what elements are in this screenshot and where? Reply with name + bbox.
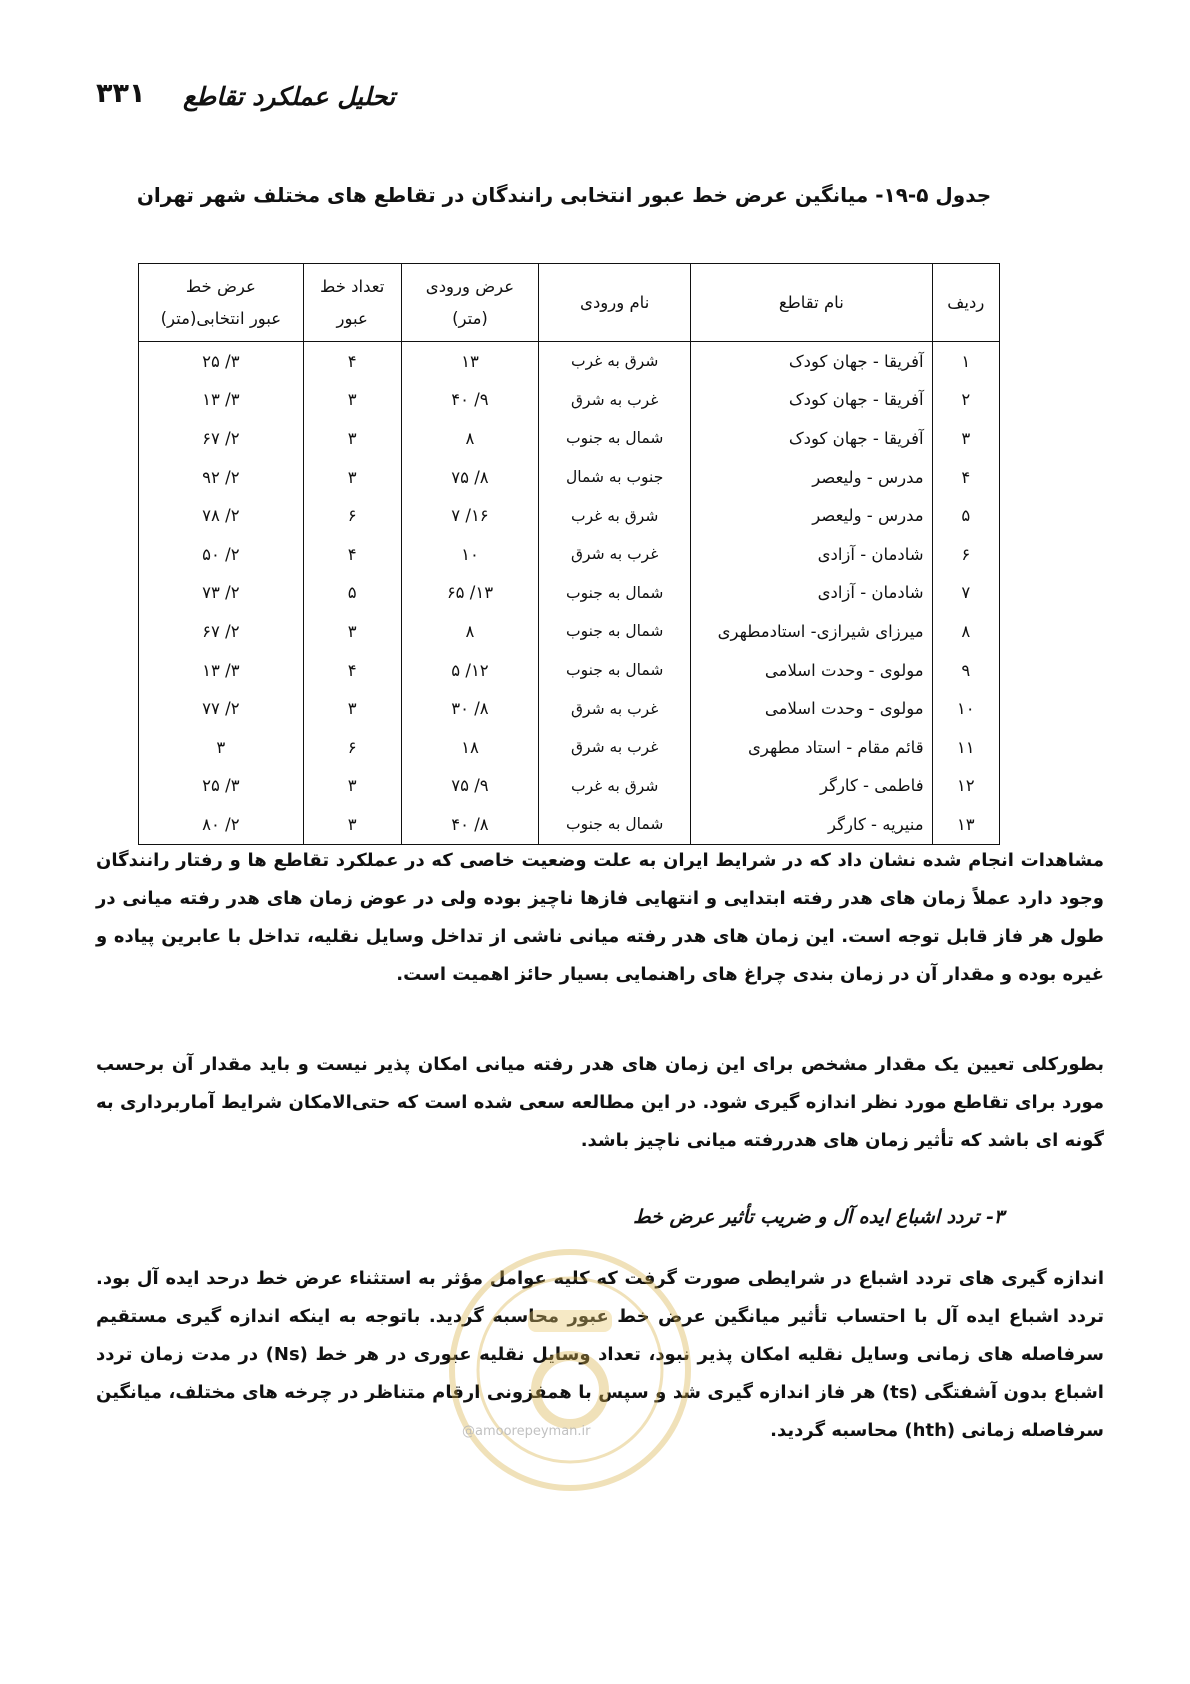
table-row [139,535,1000,574]
cell-radif: ۷ [932,574,999,613]
cell-entry-width: ۸ [401,612,539,651]
cell-entry-width: ۱۳ [401,342,539,381]
cell-intersection: قائم مقام - استاد مطهری [691,728,933,767]
cell-lane-count: ۴ [303,651,401,690]
cell-lane-count: ۶ [303,728,401,767]
cell-radif: ۵ [932,496,999,535]
data-table [138,263,1000,845]
cell-lane-count: ۳ [303,612,401,651]
table-row [139,381,1000,420]
cell-intersection: مولوی - وحدت اسلامی [691,651,933,690]
cell-intersection: آفریقا - جهان کودک [691,419,933,458]
cell-entry: جنوب به شمال [539,458,691,497]
cell-radif: ۱۱ [932,728,999,767]
cell-entry-width: ۹/ ۴۰ [401,381,539,420]
cell-entry: شمال به جنوب [539,805,691,844]
cell-radif: ۶ [932,535,999,574]
cell-radif: ۱ [932,342,999,381]
cell-selected-width: ۲/ ۷۸ [139,496,304,535]
cell-radif: ۲ [932,381,999,420]
cell-entry: شمال به جنوب [539,419,691,458]
cell-radif: ۱۰ [932,689,999,728]
table-row [139,458,1000,497]
cell-entry-width: ۸ [401,419,539,458]
header-entry: نام ورودی [539,264,691,342]
cell-entry: غرب به شرق [539,689,691,728]
cell-lane-count: ۳ [303,381,401,420]
cell-selected-width: ۲/ ۶۷ [139,419,304,458]
paragraph-measurement: بطورکلی تعیین یک مقدار مشخص برای این زمان های هدر رفته میانی امکان پذیر نیست و باید مقدار آن برحسب مورد برای تقاطع مورد نظر اندازه گیری شود. در این مطالعه سعی شده است که حتی‌الامکان شرایط آماربرداری به گونه ای باشد که تأثیر زمان های هدررفته میانی ناچیز باشد. [96,1054,1104,1151]
cell-lane-count: ۴ [303,342,401,381]
header-selected-lane-width: عرض خط عبور انتخابی(متر) [139,264,304,342]
cell-entry: شرق به غرب [539,496,691,535]
table-row [139,419,1000,458]
table-row [139,612,1000,651]
cell-intersection: شادمان - آزادی [691,574,933,613]
cell-entry: شمال به جنوب [539,651,691,690]
cell-radif: ۱۳ [932,805,999,844]
cell-selected-width: ۳ [139,728,304,767]
cell-entry: شمال به جنوب [539,612,691,651]
cell-radif: ۴ [932,458,999,497]
cell-intersection: آفریقا - جهان کودک [691,342,933,381]
header-intersection: نام تقاطع [691,264,933,342]
cell-selected-width: ۲/ ۷۳ [139,574,304,613]
header-entry-width: عرض ورودی (متر) [401,264,539,342]
cell-entry-width: ۱۶/ ۷ [401,496,539,535]
cell-radif: ۳ [932,419,999,458]
cell-intersection: شادمان - آزادی [691,535,933,574]
cell-entry-width: ۱۰ [401,535,539,574]
table-row [139,574,1000,613]
cell-entry-width: ۱۳/ ۶۵ [401,574,539,613]
section-heading: ۳- تردد اشباع ایده آل و ضریب تأثیر عرض خط [633,1206,1004,1228]
header-lane-count: تعداد خط عبور [303,264,401,342]
table-row [139,651,1000,690]
cell-lane-count: ۴ [303,535,401,574]
cell-selected-width: ۲/ ۵۰ [139,535,304,574]
cell-entry-width: ۸/ ۷۵ [401,458,539,497]
cell-radif: ۱۲ [932,767,999,806]
cell-entry: شرق به غرب [539,767,691,806]
cell-lane-count: ۳ [303,767,401,806]
paragraph-saturation-flow: اندازه گیری های تردد اشباع در شرایطی صورت گرفت که کلیه عوامل مؤثر به استثناء عرض خط درحد ایده آل بود. تردد اشباع ایده آل با احتساب تأثیر میانگین عرض خط عبور محاسبه گردید. باتوجه به اینکه اندازه گیری مستقیم سرفاصله های زمانی وسایل نقلیه امکان پذیر نبود، تعداد وسایل نقلیه عبوری در هر خط (Ns) در مدت زمان تردد اشباع بدون آشفتگی (ts) هر فاز اندازه گیری شد و سپس با همفزونی ارقام متناظر در چرخه های مختلف، میانگین سرفاصله زمانی (hth) محاسبه گردید. [96,1268,1104,1441]
table-body [139,342,1000,845]
cell-intersection: میرزای شیرازی- استادمطهری [691,612,933,651]
table-row [139,728,1000,767]
cell-entry: غرب به شرق [539,728,691,767]
table-row [139,496,1000,535]
cell-lane-count: ۳ [303,805,401,844]
paragraph-wasted-time: مشاهدات انجام شده نشان داد که در شرایط ایران به علت وضعیت خاصی که در عملکرد تقاطع ها و رفتار رانندگان وجود دارد عملاً زمان های هدر رفته ابتدایی و انتهایی فازها ناچیز بوده ولی در عوض زمان های هدر رفته میانی در طول هر فاز قابل توجه است. این زمان های هدر رفته میانی ناشی از تداخل وسایل نقلیه، تداخل با عابرین پیاده و غیره بوده و مقدار آن در زمان بندی چراغ های راهنمایی بسیار حائز اهمیت است. [96,850,1104,985]
table-row [139,767,1000,806]
cell-selected-width: ۲/ ۸۰ [139,805,304,844]
cell-selected-width: ۲/ ۷۷ [139,689,304,728]
cell-entry: غرب به شرق [539,381,691,420]
cell-selected-width: ۳/ ۱۳ [139,381,304,420]
cell-intersection: آفریقا - جهان کودک [691,381,933,420]
cell-intersection: منیریه - کارگر [691,805,933,844]
cell-entry: شرق به غرب [539,342,691,381]
cell-entry-width: ۱۸ [401,728,539,767]
cell-intersection: مدرس - ولیعصر [691,458,933,497]
cell-selected-width: ۳/ ۱۳ [139,651,304,690]
cell-radif: ۸ [932,612,999,651]
cell-radif: ۹ [932,651,999,690]
watermark-text: @amoorepeyman.ir [462,1424,591,1439]
cell-lane-count: ۳ [303,458,401,497]
cell-lane-count: ۳ [303,689,401,728]
header-radif: ردیف [932,264,999,342]
cell-lane-count: ۵ [303,574,401,613]
table-header-row [139,264,1000,342]
cell-selected-width: ۳/ ۲۵ [139,342,304,381]
running-title: تحلیل عملکرد تقاطع [183,82,396,111]
table-caption: جدول ۵-۱۹- میانگین عرض خط عبور انتخابی رانندگان در تقاطع های مختلف شهر تهران [136,183,992,207]
cell-intersection: مدرس - ولیعصر [691,496,933,535]
cell-entry-width: ۸/ ۳۰ [401,689,539,728]
cell-lane-count: ۶ [303,496,401,535]
cell-selected-width: ۲/ ۶۷ [139,612,304,651]
cell-entry: غرب به شرق [539,535,691,574]
page-number: ۳۳۱ [96,78,146,109]
cell-entry-width: ۱۲/ ۵ [401,651,539,690]
cell-intersection: فاطمی - کارگر [691,767,933,806]
cell-selected-width: ۳/ ۲۵ [139,767,304,806]
cell-lane-count: ۳ [303,419,401,458]
cell-intersection: مولوی - وحدت اسلامی [691,689,933,728]
table-row [139,689,1000,728]
table-row [139,805,1000,844]
cell-entry: شمال به جنوب [539,574,691,613]
cell-entry-width: ۸/ ۴۰ [401,805,539,844]
cell-selected-width: ۲/ ۹۲ [139,458,304,497]
table-row [139,342,1000,381]
cell-entry-width: ۹/ ۷۵ [401,767,539,806]
